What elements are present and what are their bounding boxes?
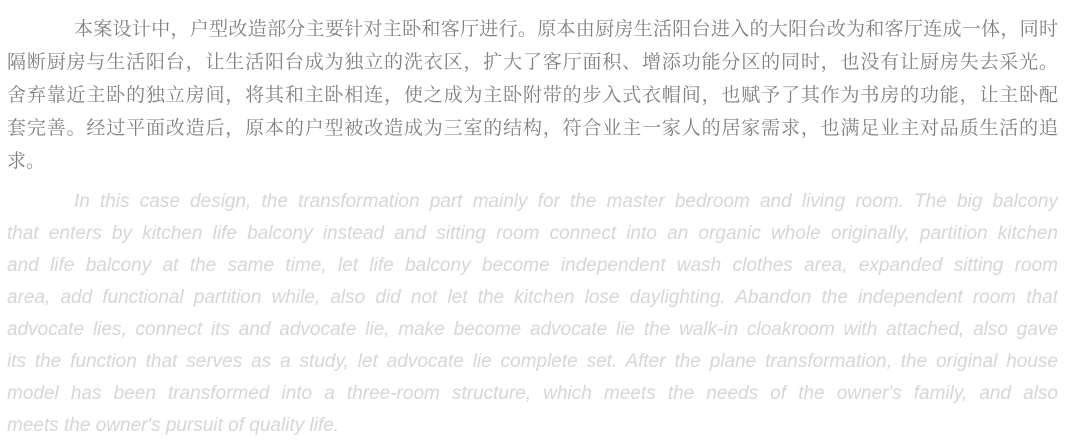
text-line: 本案设计中，户型改造部分主要针对主卧和客厅进行。原本由厨房生活阳台进入的大阳台改为和客厅连成一体，同时 [74,19,1058,40]
text-line: its the function that serves as a study, let advocate lie complete set. After the plane transformation, the original house [7,351,1058,372]
text-line: 舍弃靠近主卧的独立房间，将其和主卧相连，使之成为主卧附带的步入式衣帽间，也赋予了其作为书房的功能，让主卧配 [7,85,1058,106]
text-line: model has been transformed into a three-room structure, which meets the needs of the owner's family, and also [7,383,1058,404]
chinese-paragraph [7,13,1058,178]
text-line: meets the owner's pursuit of quality life. [7,415,340,436]
text-line: 隔断厨房与生活阳台，让生活阳台成为独立的洗衣区，扩大了客厅面积、增添功能分区的同时，也没有让厨房失去采光。 [7,52,1058,73]
text-line: area, add functional partition while, also did not let the kitchen lose daylighting. Abandon the independent room that [7,287,1058,308]
text-line: that enters by kitchen life balcony instead and sitting room connect into an organic whole originally, partition kitchen [7,223,1058,244]
text-line: 套完善。经过平面改造后，原本的户型被改造成为三室的结构，符合业主一家人的居家需求，也满足业主对品质生活的追 [7,118,1058,139]
english-paragraph [7,186,1058,442]
text-line: In this case design, the transformation part mainly for the master bedroom and living room. The big balcony [74,191,1058,212]
text-line: and life balcony at the same time, let life balcony become independent wash clothes area, expanded sitting room [7,255,1058,276]
text-line: 求。 [7,151,46,172]
text-line: advocate lies, connect its and advocate lie, make become advocate lie the walk-in cloakroom with attached, also gave [7,319,1058,340]
